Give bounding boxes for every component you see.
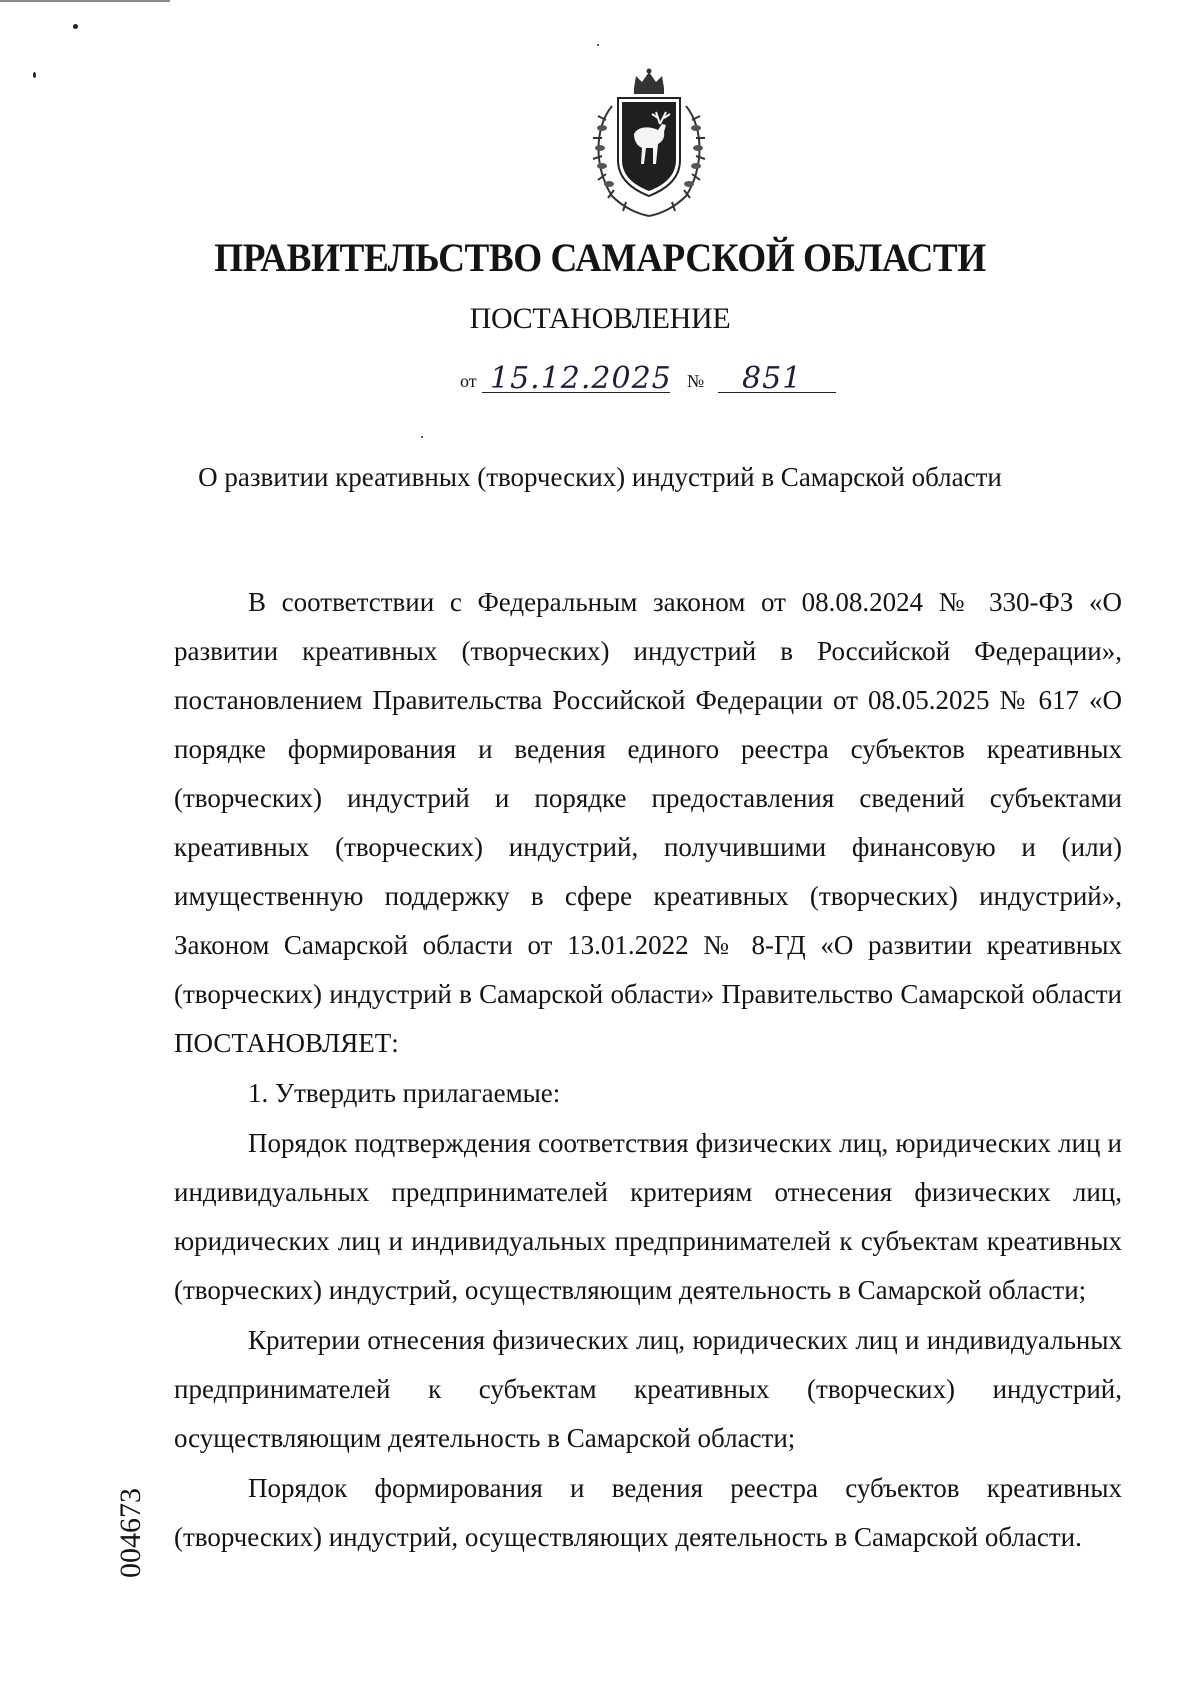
handwritten-number: 851 <box>742 361 803 396</box>
number-label: № <box>687 371 705 391</box>
approved-document-paragraph: Порядок подтверждения соответствия физических лиц, юридических лиц и индивидуальных предпринимателей критериям отнесения физических лиц, юридических лиц и индивидуальных предпринимателей к субъектам креативных (творческих) индустрий, осуществляющим деятельность в Самарской области; <box>174 1128 1122 1305</box>
scan-speck <box>421 436 423 438</box>
margin-registration-number-text: 004673 <box>114 1488 147 1578</box>
date-from-label: от <box>460 371 477 391</box>
preamble-paragraph: В соответствии с Федеральным законом от 08.08.2024 № 330-ФЗ «О развитии креативных (творческих) индустрий в Российской Федерации», постановлением Правительства Российской Федерации от 08.05.2025 № 617 «О порядке формирования и ведения единого реестра субъектов креативных (творческих) индустрий и порядке предоставления сведений субъектами креативных (творческих) индустрий, получившими финансовую и (или) имущественную поддержку в сфере креативных (творческих) индустрий», Законом Самарской области от 13.01.2022 № 8-ГД «О развитии креативных (творческих) индустрий в Самарской области» Правительство Самарской области ПОСТАНОВЛЯЕТ: <box>174 587 1122 1058</box>
government-title: ПРАВИТЕЛЬСТВО САМАРСКОЙ ОБЛАСТИ <box>214 235 986 280</box>
document-subject: О развитии креативных (творческих) индустрий в Самарской области <box>198 462 1002 492</box>
handwritten-date: 15.12.2025 <box>490 361 672 396</box>
scan-speck <box>597 44 599 46</box>
scan-speck <box>33 72 36 78</box>
margin-registration-number <box>110 1463 152 1603</box>
approved-document-paragraph: Порядок формирования и ведения реестра субъектов креативных (творческих) индустрий, осуществляющих деятельность в Самарской области. <box>174 1473 1122 1552</box>
document-type: ПОСТАНОВЛЕНИЕ <box>469 302 731 335</box>
coat-of-arms-icon <box>590 68 708 218</box>
document-body <box>174 578 1122 1563</box>
scan-edge-line <box>0 0 170 2</box>
scan-speck <box>73 24 78 29</box>
item-1-paragraph: 1. Утвердить прилагаемые: <box>248 1078 561 1108</box>
approved-document-paragraph: Критерии отнесения физических лиц, юридических лиц и индивидуальных предпринимателей к субъектам креативных (творческих) индустрий, осуществляющим деятельность в Самарской области; <box>174 1325 1122 1453</box>
date-number-line <box>460 358 840 398</box>
